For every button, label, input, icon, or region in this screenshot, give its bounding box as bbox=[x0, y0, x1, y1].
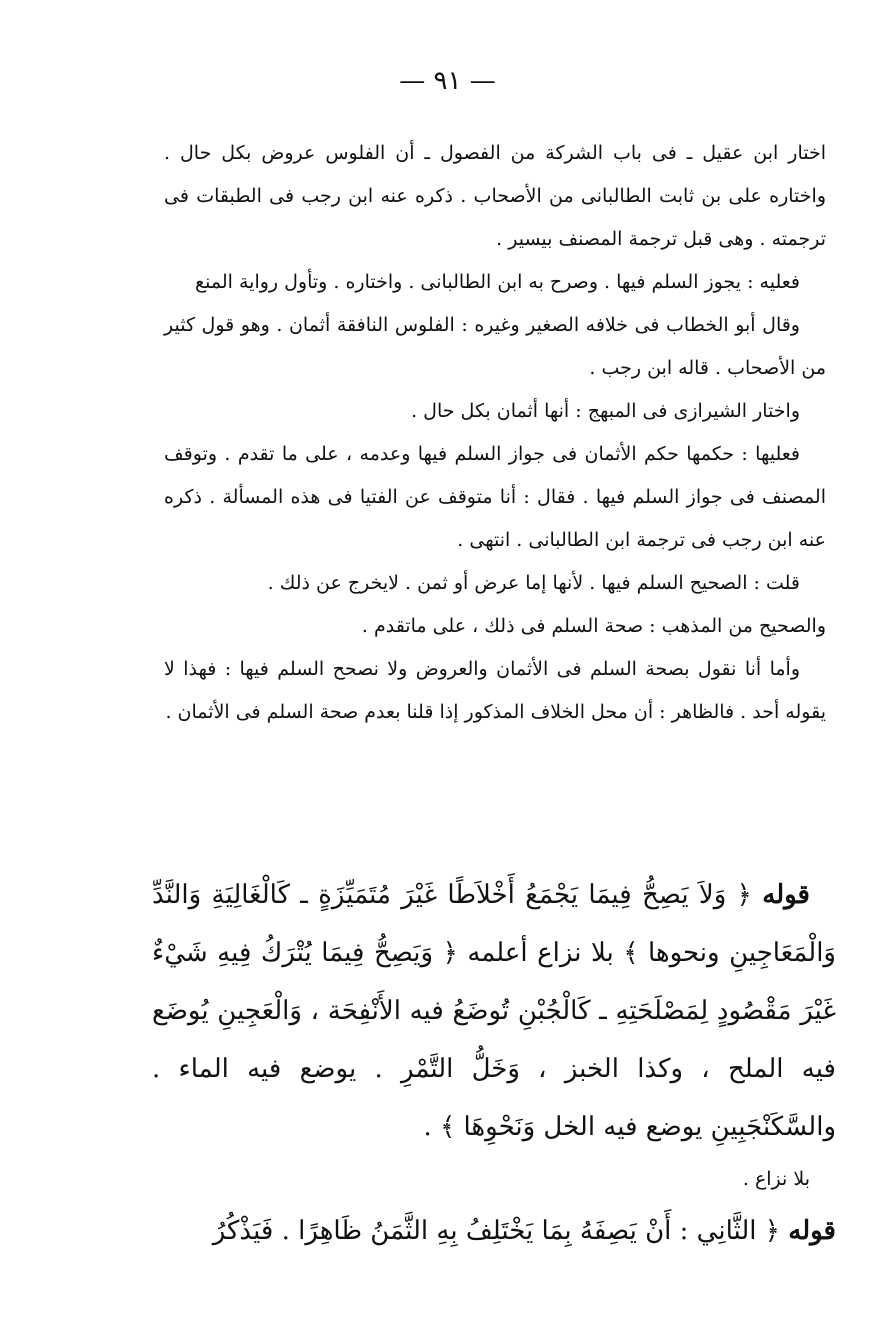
quote-text: ﴿ وَلاَ يَصِحُّ فِيمَا يَجْمَعُ أَخْلاَطًا غَيْرَ مُتَمَيِّزَةٍ ـ كَالْغَالِيَةِ وَالنَّدِّ وَالْمَعَاجِينِ ونحوها ﴾ بلا نزاع أعلمه ﴿ وَيَصِحُّ فِيمَا يُتْرَكُ فِيهِ شَيْءٌ غَيْرَ مَقْصُودٍ لِمَصْلَحَتِهِ ـ كَالْجُبْنِ تُوضَعُ فيه الأَنْفِحَة ، وَالْعَجِينِ يُوضَع فيه الملح ، وكذا الخبز ، وَخَلُّ التَّمْرِ . يوضع فيه الماء . والسَّكَنْجَبِينِ يوضع فيه الخل وَنَحْوِهَا ﴾ . bbox=[152, 880, 836, 1142]
quote-text: بلا نزاع . bbox=[742, 1168, 810, 1190]
paragraph: قلت : الصحيح السلم فيها . لأنها إما عرض أو ثمن . لايخرج عن ذلك . bbox=[267, 572, 800, 594]
quote-lead: قوله bbox=[762, 880, 810, 910]
paragraph: فعليه : يجوز السلم فيها . وصرح به ابن الطالبانى . واختاره . وتأول رواية المنع bbox=[195, 271, 800, 293]
matn-quote-block bbox=[152, 866, 836, 1260]
quote-lead: قوله bbox=[788, 1216, 836, 1246]
quote-paragraph bbox=[152, 866, 836, 1156]
paragraph: وأما أنا نقول بصحة السلم فى الأثمان والعروض ولا نصحح السلم فيها : فهذا لا يقوله أحد . فالظاهر : أن محل الخلاف المذكور إذا قلنا بعدم صحة السلم فى الأثمان . bbox=[164, 658, 826, 723]
paragraph: والصحيح من المذهب : صحة السلم فى ذلك ، على ماتقدم . bbox=[361, 615, 826, 637]
paragraph: اختار ابن عقيل ـ فى باب الشركة من الفصول ـ أن الفلوس عروض بكل حال . واختاره على بن ثابت الطالبانى من الأصحاب . ذكره عنه ابن رجب فى الطبقات فى ترجمته . وهى قبل ترجمة المصنف بيسير . bbox=[164, 142, 826, 250]
quote-paragraph bbox=[152, 1202, 836, 1260]
quote-text: ﴿ الثَّانِي : أَنْ يَصِفَهُ بِمَا يَخْتَلِفُ بِهِ الثَّمَنُ ظَاهِرًا . فَيَذْكُرُ bbox=[212, 1216, 780, 1246]
paragraph: وقال أبو الخطاب فى خلافه الصغير وغيره : الفلوس النافقة أثمان . وهو قول كثير من الأصحاب . قاله ابن رجب . bbox=[164, 314, 826, 379]
paragraph: واختار الشيرازى فى المبهج : أنها أثمان بكل حال . bbox=[411, 400, 800, 422]
page-number: — ٩١ — bbox=[399, 66, 496, 96]
commentary-text bbox=[164, 132, 826, 734]
quote-paragraph bbox=[152, 1156, 836, 1202]
paragraph: فعليها : حكمها حكم الأثمان فى جواز السلم فيها وعدمه ، على ما تقدم . وتوقف المصنف فى جواز السلم فيها . فقال : أنا متوقف عن الفتيا فى هذه المسألة . ذكره عنه ابن رجب فى ترجمة ابن الطالبانى . انتهى . bbox=[164, 443, 826, 551]
